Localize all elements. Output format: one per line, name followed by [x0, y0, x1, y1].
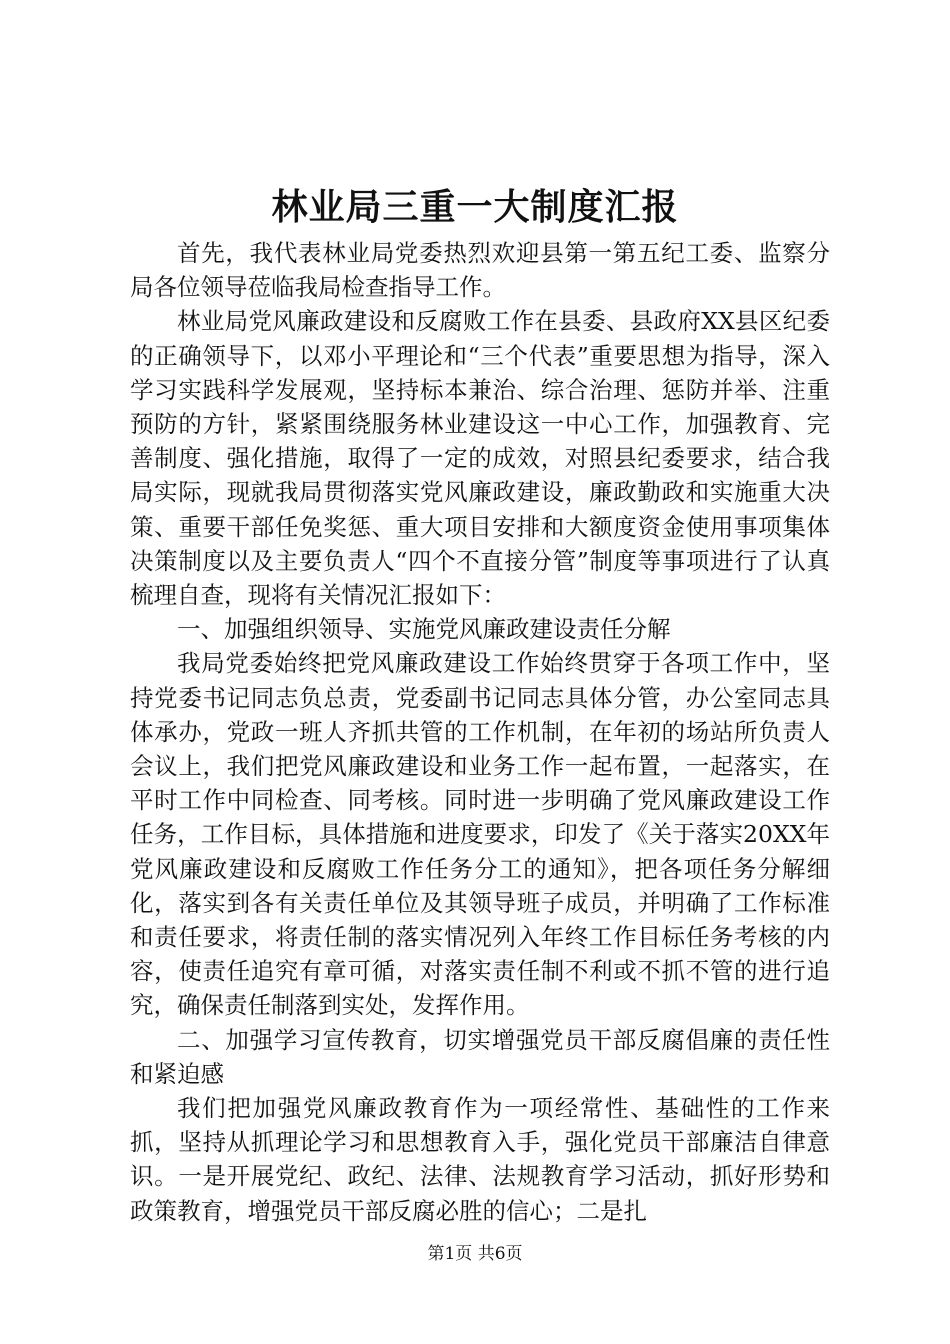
paragraph-welcome: 首先，我代表林业局党委热烈欢迎县第一第五纪工委、监察分局各位领导莅临我局检查指导工作。 [130, 239, 830, 302]
document-title: 林业局三重一大制度汇报 [271, 186, 679, 228]
paragraph-overview: 林业局党风廉政建设和反腐败工作在县委、县政府XX县区纪委的正确领导下，以邓小平理论和“三个代表”重要思想为指导，深入学习实践科学发展观，坚持标本兼治、综合治理、惩防并举、注重预防的方针，紧紧围绕服务林业建设这一中心工作，加强教育、完善制度、强化措施，取得了一定的成效，对照县纪委要求，结合我局实际，现就我局贯彻落实党风廉政建设，廉政勤政和实施重大决策、重要干部任免奖惩、重大项目安排和大额度资金使用事项集体决策制度以及主要负责人“四个不直接分管”制度等事项进行了认真梳理自查，现将有关情况汇报如下： [130, 307, 830, 610]
section-heading-1: 一、加强组织领导、实施党风廉政建设责任分解 [177, 615, 671, 644]
document-body [130, 236, 830, 1228]
section-heading-2: 二、加强学习宣传教育，切实增强党员干部反腐倡廉的责任性和紧迫感 [130, 1025, 830, 1088]
paragraph-section-2: 我们把加强党风廉政教育作为一项经常性、基础性的工作来抓，坚持从抓理论学习和思想教育入手，强化党员干部廉洁自律意识。一是开展党纪、政纪、法律、法规教育学习活动，抓好形势和政策教育，增强党员干部反腐必胜的信心；二是扎 [130, 1094, 830, 1225]
paragraph-section-1: 我局党委始终把党风廉政建设工作始终贯穿于各项工作中，坚持党委书记同志负总责，党委副书记同志具体分管，办公室同志具体承办，党政一班人齐抓共管的工作机制，在年初的场站所负责人会议上，我们把党风廉政建设和业务工作一起布置，一起落实，在平时工作中同检查、同考核。同时进一步明确了党风廉政建设工作任务，工作目标，具体措施和进度要求，印发了《关于落实20XX年党风廉政建设和反腐败工作任务分工的通知》，把各项任务分解细化，落实到各有关责任单位及其领导班子成员，并明确了工作标准和责任要求，将责任制的落实情况列入年终工作目标任务考核的内容，使责任追究有章可循，对落实责任制不利或不抓不管的进行追究，确保责任制落到实处，发挥作用。 [130, 649, 830, 1020]
page-number-footer: 第1页 共6页 [427, 1244, 523, 1264]
